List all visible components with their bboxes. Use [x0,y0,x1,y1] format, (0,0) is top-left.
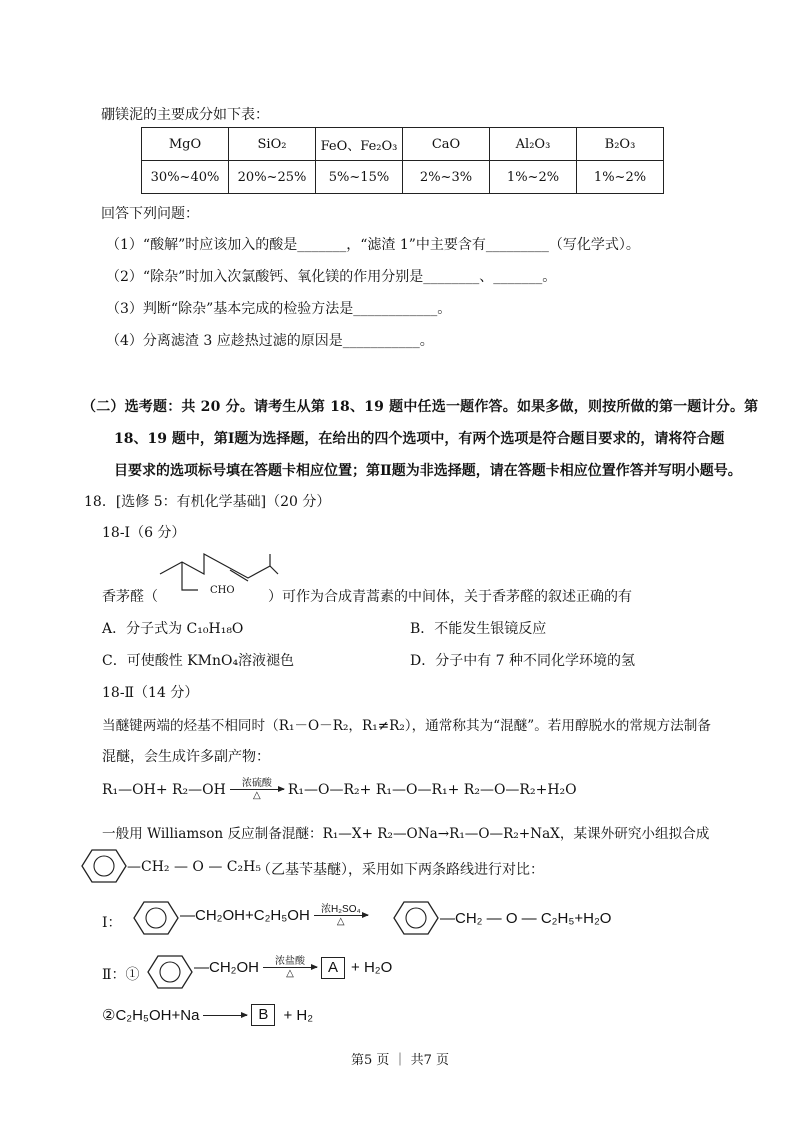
table-value-cell: 1%~2% [577,161,664,194]
route2b-equation [102,1004,313,1026]
route2-byproduct: + H₂O [351,959,393,976]
reaction-arrow [203,1015,247,1016]
table-header-cell: CaO [403,128,490,161]
route1-label: Ⅰ： [102,915,122,931]
q18-1-stem-prefix: 香茅醛（ [102,589,158,605]
arrow-line [263,967,317,968]
benzene-ring-icon [132,898,180,938]
equation-left: R₁—OH+ R₂—OH [102,781,226,798]
target-note: （乙基苄基醚），采用如下两条路线进行对比： [257,862,544,878]
arrow-condition-bottom: △ [286,968,294,979]
route1-reactants: —CH₂OH+C₂H₅OH [180,907,310,924]
section2-line3: 目要求的选项标号填在答题卡相应位置；第Ⅱ题为非选择题，请在答题卡相应位置作答并写明小题号。 [114,463,742,479]
route2-reactant: —CH₂OH [194,959,259,976]
route1-products: —CH₂ — O — C₂H₅+H₂O [440,910,612,927]
table-header-cell: Al₂O₃ [490,128,577,161]
table-header-cell: FeO、Fe₂O₃ [316,128,403,161]
reaction-arrow [314,904,368,927]
table-header-cell: MgO [142,128,229,161]
equation-right: R₁—O—R₂+ R₁—O—R₁+ R₂—O—R₂+H₂O [287,781,577,798]
table-header-cell: SiO₂ [229,128,316,161]
arrow-line [314,915,368,916]
page-footer: 第5 页 ｜ 共7 页 [350,1053,450,1068]
cho-label: CHO [210,585,235,596]
citronellal-structure [150,546,280,606]
methyl-branch [270,566,278,574]
composition-table [141,127,664,194]
option-a: A．分子式为 C₁₀H₁₈O [102,621,244,637]
route2-label: Ⅱ：① [102,967,140,983]
target-chain: —CH₂ — O — C₂H₅ [127,859,261,875]
answer-prompt: 回答下列问题： [101,206,199,222]
q18-1-stem-suffix: ）可作为合成青蒿素的中间体，关于香茅醛的叙述正确的有 [268,589,632,605]
table-value-row [142,161,664,194]
intro-text: 硼镁泥的主要成分如下表： [101,107,269,123]
q18-2-para2: 一般用 Williamson 反应制备混醚：R₁—X+ R₂—ONa→R₁—O—R₂+NaX，某课外研究小组拟合成 [102,826,710,842]
table-value-cell: 5%~15% [316,161,403,194]
table-value-cell: 30%~40% [142,161,229,194]
q18-2-para1b: 混醚，会生成许多副产物： [102,749,270,765]
double-bond [230,570,248,581]
route1-equation [180,904,372,927]
option-d: D．分子中有 7 种不同化学环境的氢 [410,653,636,669]
section2-line1: （二）选考题：共 20 分。请考生从第 18、19 题中任选一题作答。如果多做，则按所做的第一题计分。第 [82,399,759,415]
reaction-arrow [230,778,284,801]
benzene-ring-icon [392,898,440,938]
q18-title: 18．[选修 5：有机化学基础]（20 分） [84,494,331,510]
option-c: C．可使酸性 KMnO₄溶液褪色 [102,653,295,669]
table-value-cell: 20%~25% [229,161,316,194]
product-box-b: B [251,1004,275,1026]
product-box-a: A [321,957,345,979]
table-header-row [142,128,664,161]
q18-2-para1a: 当醚键两端的烃基不相同时（R₁－O－R₂，R₁≠R₂），通常称其为“混醚”。若用醇脱水的常规方法制备 [102,718,711,734]
carbon-chain [160,554,270,578]
benzene-ring-icon [80,846,128,886]
section2-line2: 18、19 题中，第Ⅰ题为选择题，在给出的四个选项中，有两个选项是符合题目要求的，请将符合题 [114,431,725,447]
arrow-condition-top: 浓硫酸 [241,778,272,789]
benzene-ring-icon [146,952,194,992]
question-2: （2）“除杂”时加入次氯酸钙、氧化镁的作用分别是________、_______。 [106,269,557,285]
arrow-condition-bottom: △ [336,916,345,927]
q18-2-label: 18-Ⅱ（14 分） [102,685,199,701]
option-b: B．不能发生银镜反应 [410,621,547,637]
q18-1-label: 18-Ⅰ（6 分） [102,525,186,541]
question-3: （3）判断“除杂”基本完成的检验方法是____________。 [106,301,452,317]
question-4: （4）分离滤渣 3 应趁热过滤的原因是___________。 [106,333,434,349]
arrow-condition-bottom: △ [253,790,261,801]
route2b-byproduct: + H₂ [283,1006,314,1024]
question-1: （1）“酸解”时应该加入的酸是_______，“滤渣 1”中主要含有_________（写化学式）。 [106,237,640,253]
table-header-cell: B₂O₃ [577,128,664,161]
route2b-reactants: ②C₂H₅OH+Na [102,1007,200,1024]
reaction-arrow [263,956,317,979]
arrow-condition-top: 浓盐酸 [275,956,305,967]
arrow-line [203,1015,247,1016]
side-reaction-equation [102,778,577,801]
arrow-condition-top: 浓H₂SO₄ [320,904,361,915]
route2-equation [194,956,392,979]
table-value-cell: 1%~2% [490,161,577,194]
table-value-cell: 2%~3% [403,161,490,194]
arrow-line [230,789,284,790]
